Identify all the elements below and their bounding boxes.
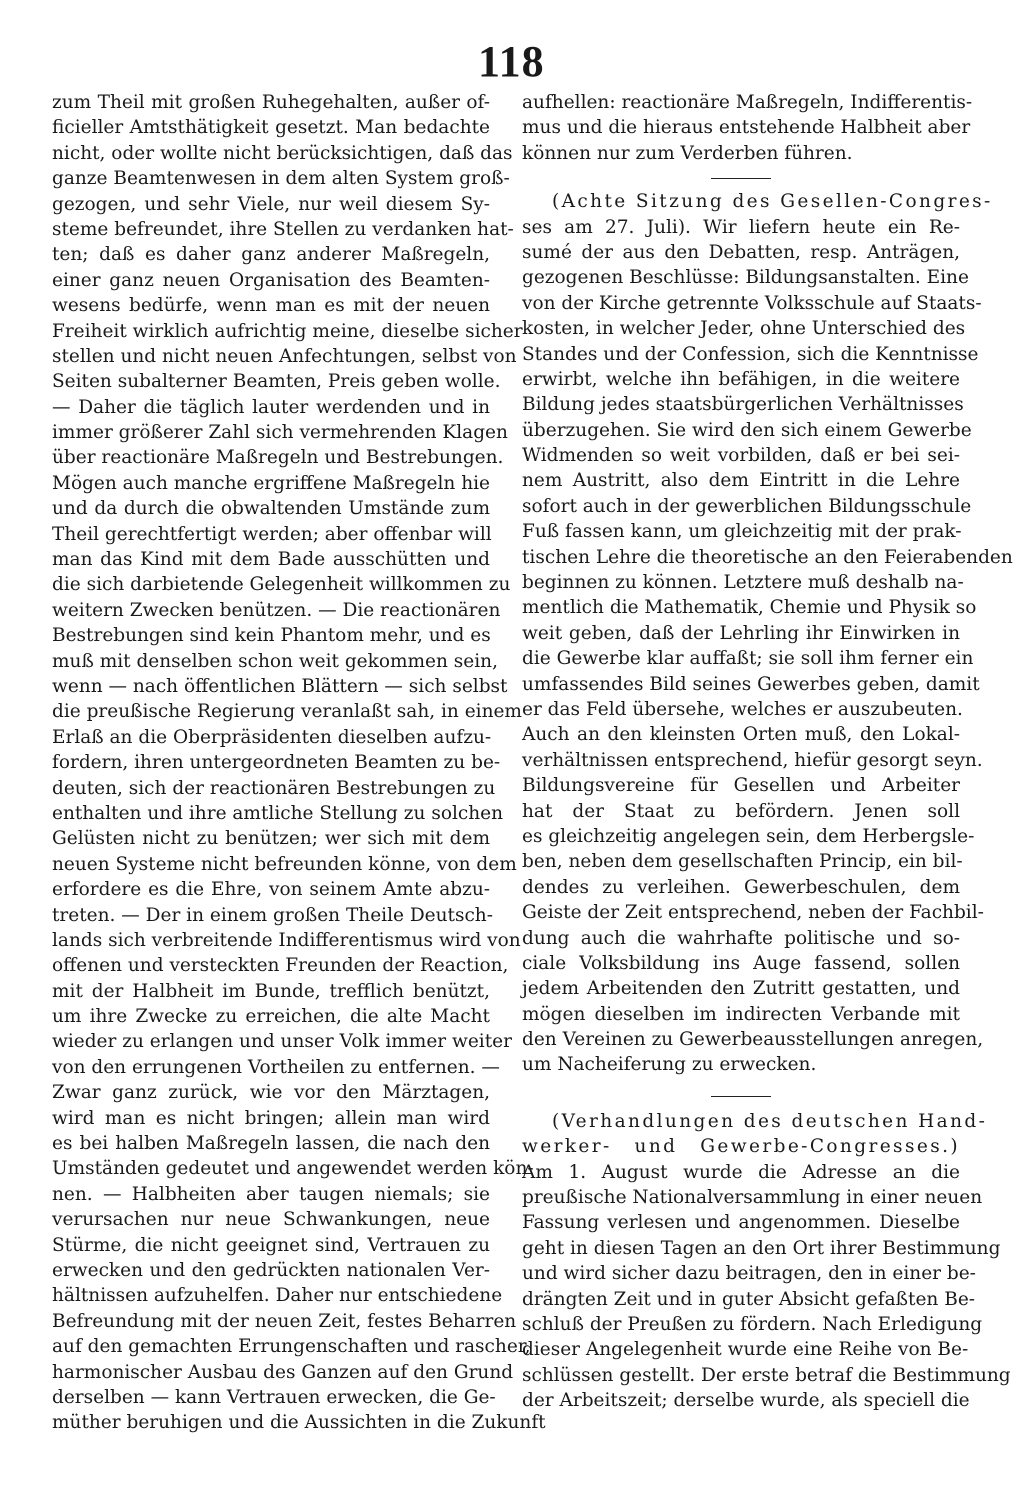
text-line: stellen und nicht neuen Anfechtungen, selbst von	[52, 345, 517, 367]
text-line: ses am 27. Juli). Wir liefern heute ein Re-	[522, 216, 960, 238]
text-line: wenn — nach öffentlichen Blättern — sich selbst	[52, 675, 508, 697]
text-line: umfassendes Bild seines Gewerbes geben, damit	[522, 673, 980, 695]
text-line: offenen und versteckten Freunden der Reaction,	[52, 955, 509, 977]
text-line: wird man es nicht bringen; allein man wird	[52, 1107, 490, 1129]
text-line: über reactionäre Maßregeln und Bestrebungen.	[52, 447, 504, 469]
text-line: wieder zu erlangen und unser Volk immer weiter	[52, 1031, 512, 1053]
text-line: überzugehen. Sie wird den sich einem Gewerbe	[522, 419, 972, 441]
text-line: Stürme, die nicht geeignet sind, Vertrauen zu	[52, 1234, 490, 1256]
left-column	[52, 90, 546, 1436]
text-line: von der Kirche getrennte Volksschule auf Staats-	[522, 292, 982, 314]
text-line: nem Austritt, also dem Eintritt in die Lehre	[522, 470, 960, 492]
text-line: Mögen auch manche ergriffene Maßregeln hie	[52, 472, 490, 494]
text-line: beginnen zu können. Letztere muß deshalb na-	[522, 572, 964, 594]
page-number: 118	[478, 37, 545, 86]
text-line: schluß der Preußen zu fördern. Nach Erledigung	[522, 1313, 983, 1335]
text-line: und da durch die obwaltenden Umstände zum	[52, 498, 490, 520]
text-line: verhältnissen entsprechend, hiefür gesorgt seyn.	[522, 749, 983, 771]
text-line: müther beruhigen und die Aussichten in die Zukunft	[52, 1412, 546, 1434]
section-divider	[711, 178, 771, 179]
text-line: werker- und Gewerbe-Congresses.)	[522, 1136, 960, 1158]
text-line: Fuß fassen kann, um gleichzeitig mit der prak-	[522, 521, 962, 543]
text-line: gezogen, und sehr Viele, nur weil diesem Sy-	[52, 193, 490, 215]
text-line: derselben — kann Vertrauen erwecken, die Ge-	[52, 1386, 496, 1408]
text-line: Gelüsten nicht zu benützen; wer sich mit dem	[52, 828, 490, 850]
text-line: können nur zum Verderben führen.	[522, 142, 853, 164]
text-line: Seiten subalterner Beamten, Preis geben wolle.	[52, 371, 501, 393]
text-line: die preußische Regierung veranlaßt sah, in einem	[52, 701, 522, 723]
text-line: weitern Zwecken benützen. — Die reactionären	[52, 599, 501, 621]
text-line: zum Theil mit großen Ruhegehalten, außer of-	[52, 92, 490, 113]
section-heading: (Verhandlungen des deutschen Hand-	[552, 1110, 988, 1132]
text-line: Freiheit wirklich aufrichtig meine, dieselbe sicher	[52, 320, 523, 342]
text-line: neuen Systeme nicht befreunden könne, von dem	[52, 853, 517, 875]
text-line: jedem Arbeitenden den Zutritt gestatten, und	[522, 978, 960, 1000]
text-line: und wird sicher dazu beitragen, den in einer be-	[522, 1263, 976, 1285]
text-line: dendes zu verleihen. Gewerbeschulen, dem	[522, 876, 960, 898]
text-line: erwirbt, welche ihn befähigen, in die weitere	[522, 368, 960, 390]
text-line: steme befreundet, ihre Stellen zu verdanken hat-	[52, 218, 514, 240]
text-line: man das Kind mit dem Bade ausschütten und	[52, 549, 490, 571]
text-line: erwecken und den gedrückten nationalen Ver-	[52, 1259, 490, 1281]
text-line: Geiste der Zeit entsprechend, neben der Fachbil-	[522, 902, 984, 924]
text-line: die sich darbietende Gelegenheit willkommen zu	[52, 574, 511, 596]
text-line: nicht, oder wollte nicht berücksichtigen, daß das	[52, 142, 513, 164]
text-line: Umständen gedeutet und angewendet werden kön-	[52, 1158, 534, 1180]
text-line: ciale Volksbildung ins Auge fassend, sollen	[522, 952, 960, 974]
text-line: harmonischer Ausbau des Ganzen auf den Grund	[52, 1361, 514, 1383]
text-line: um Nacheiferung zu erwecken.	[522, 1054, 817, 1076]
text-line: fordern, ihren untergeordneten Beamten zu be-	[52, 752, 501, 774]
text-line: ben, neben dem gesellschaften Princip, ein bil-	[522, 851, 963, 873]
text-line: treten. — Der in einem großen Theile Deutsch-	[52, 904, 493, 926]
text-line: drängten Zeit und in guter Absicht gefaßten Be-	[522, 1288, 976, 1310]
text-line: wesens bedürfe, wenn man es mit der neuen	[52, 295, 490, 317]
text-line: dieser Angelegenheit wurde eine Reihe von Be-	[522, 1339, 969, 1361]
text-line: Theil gerechtfertigt werden; aber offenbar will	[52, 523, 492, 545]
text-line: auf den gemachten Errungenschaften und rascher,	[52, 1336, 531, 1358]
text-line: Befreundung mit der neuen Zeit, festes Beharren	[52, 1310, 517, 1332]
text-line: sumé der aus den Debatten, resp. Anträgen,	[522, 241, 960, 263]
text-line: preußische Nationalversammlung in einer neuen	[522, 1187, 983, 1209]
text-line: verursachen nur neue Schwankungen, neue	[52, 1209, 490, 1231]
text-line: mentlich die Mathematik, Chemie und Physik so	[522, 597, 977, 619]
section-divider	[711, 1096, 771, 1097]
text-line: ficieller Amtsthätigkeit gesetzt. Man bedachte	[52, 117, 490, 139]
text-line: er das Feld übersehe, welches er auszubeuten.	[522, 698, 963, 720]
text-line: kosten, in welcher Jeder, ohne Unterschied des	[522, 318, 966, 340]
text-line: mögen dieselben im indirecten Verbande mit	[522, 1003, 960, 1025]
text-line: — Daher die täglich lauter werdenden und in	[52, 396, 490, 418]
text-line: sofort auch in der gewerblichen Bildungsschule	[522, 495, 972, 517]
text-line: Standes und der Confession, sich die Kenntnisse	[522, 343, 979, 365]
text-line: Bildungsvereine für Gesellen und Arbeiter	[522, 775, 960, 797]
text-line: muß mit denselben schon weit gekommen sein,	[52, 650, 498, 672]
text-line: um ihre Zwecke zu erreichen, die alte Macht	[52, 1006, 490, 1028]
text-line: hat der Staat zu befördern. Jenen soll	[522, 800, 960, 822]
text-line: es gleichzeitig angelegen sein, dem Herbergsle-	[522, 825, 975, 847]
text-line: aufhellen: reactionäre Maßregeln, Indifferentis-	[522, 92, 973, 113]
text-line: lands sich verbreitende Indifferentismus wird von	[52, 929, 521, 951]
text-line: immer größerer Zahl sich vermehrenden Klagen	[52, 422, 508, 444]
text-line: deuten, sich der reactionären Bestrebungen zu	[52, 777, 496, 799]
text-line: den Vereinen zu Gewerbeausstellungen anregen,	[522, 1029, 984, 1051]
text-line: tischen Lehre die theoretische an den Feierabenden	[522, 546, 1013, 568]
text-line: mit der Halbheit im Bunde, trefflich benützt,	[52, 980, 490, 1002]
text-line: enthalten und ihre amtliche Stellung zu solchen	[52, 802, 504, 824]
text-line: der Arbeitszeit; derselbe wurde, als speciell die	[522, 1390, 970, 1412]
text-line: ten; daß es daher ganz anderer Maßregeln,	[52, 244, 490, 266]
text-line: Auch an den kleinsten Orten muß, den Lokal-	[522, 724, 960, 746]
right-column	[522, 90, 1013, 1414]
text-line: hältnissen aufzuhelfen. Daher nur entschiedene	[52, 1285, 503, 1307]
text-line: ganze Beamtenwesen in dem alten System groß-	[52, 168, 510, 190]
text-line: von den errungenen Vortheilen zu entfernen. —	[52, 1056, 500, 1078]
text-line: Fassung verlesen und angenommen. Dieselbe	[522, 1212, 960, 1234]
text-line: dung auch die wahrhafte politische und so-	[522, 927, 960, 949]
text-line: die Gewerbe klar auffaßt; sie soll ihm ferner ein	[522, 648, 974, 670]
text-line: weit geben, daß der Lehrling ihr Einwirken in	[522, 622, 960, 644]
text-line: Bestrebungen sind kein Phantom mehr, und es	[52, 625, 491, 647]
text-line: geht in diesen Tagen an den Ort ihrer Bestimmung	[522, 1237, 1001, 1259]
text-line: nen. — Halbheiten aber taugen niemals; sie	[52, 1183, 490, 1205]
text-line: Erlaß an die Oberpräsidenten dieselben aufzu-	[52, 726, 492, 748]
text-line: Zwar ganz zurück, wie vor den Märztagen,	[52, 1082, 490, 1104]
text-line: gezogenen Beschlüsse: Bildungsanstalten. Eine	[522, 267, 969, 289]
text-line: erfordere es die Ehre, von seinem Amte abzu-	[52, 879, 490, 901]
text-line: es bei halben Maßregeln lassen, die nach den	[52, 1133, 490, 1155]
text-line: Bildung jedes staatsbürgerlichen Verhältnisses	[522, 394, 964, 416]
section-heading: (Achte Sitzung des Gesellen-Congres-	[552, 191, 993, 213]
text-line: Widmenden so weit vorbilden, daß er bei sei-	[522, 445, 960, 467]
text-line: schlüssen gestellt. Der erste betraf die Bestimmung	[522, 1364, 1011, 1386]
text-line: Am 1. August wurde die Adresse an die	[522, 1161, 960, 1183]
text-line: mus und die hieraus entstehende Halbheit aber	[522, 117, 971, 139]
text-line: einer ganz neuen Organisation des Beamten-	[52, 269, 490, 291]
